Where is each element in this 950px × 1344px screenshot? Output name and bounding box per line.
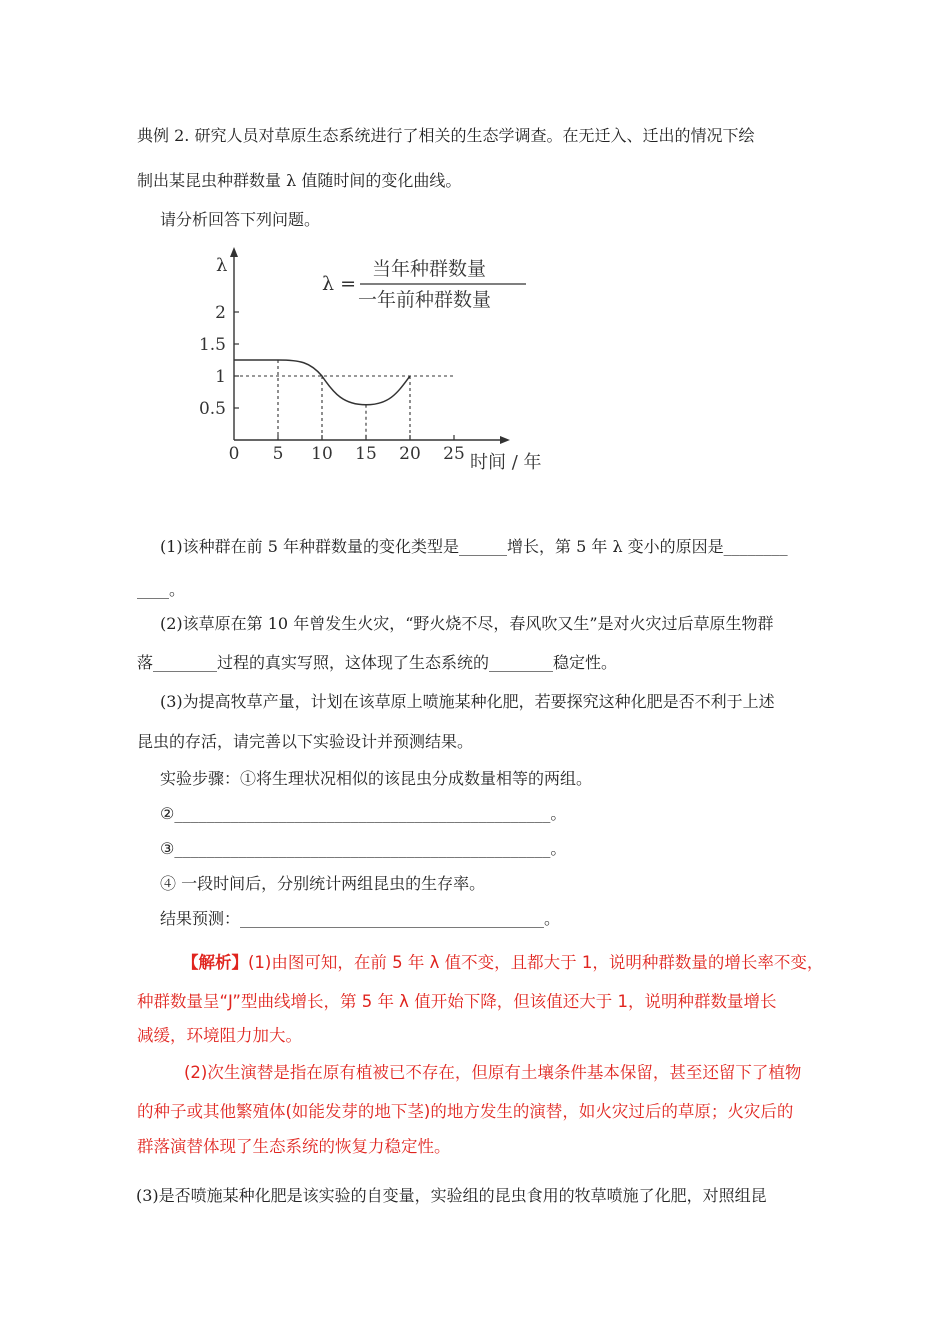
experiment-step-2: ②_______________________________________________。 <box>160 804 567 823</box>
analysis-line-2: 种群数量呈“J”型曲线增长，第 5 年 λ 值开始下降，但该值还大于 1，说明种群数量增长 <box>137 992 777 1011</box>
chart-series <box>234 360 454 440</box>
x-tick-label: 5 <box>272 444 284 464</box>
analysis-1-text: (1)由图可知，在前 5 年 λ 值不变，且都大于 1，说明种群数量的增长率不变， <box>248 953 824 972</box>
formula-numerator: 当年种群数量 <box>372 258 487 280</box>
question-1-line-1: (1)该种群在前 5 年种群数量的变化类型是______增长，第 5 年 λ 变小的原因是________ <box>160 537 788 556</box>
analysis-line-4: (2)次生演替是指在原有植被已不存在，但原有土壤条件基本保留，甚至还留下了植物 <box>184 1063 802 1082</box>
y-tick-label: 1.5 <box>198 335 226 355</box>
lambda-formula <box>322 258 526 311</box>
experiment-step-1: 实验步骤：①将生理状况相似的该昆虫分成数量相等的两组。 <box>160 769 593 788</box>
x-tick-label: 15 <box>355 444 377 464</box>
x-tick-label: 25 <box>443 444 465 464</box>
example-instruction: 请分析回答下列问题。 <box>160 210 321 229</box>
x-tick-label: 10 <box>311 444 333 464</box>
question-2-line-2: 落________过程的真实写照，这体现了生态系统的________稳定性。 <box>137 653 618 672</box>
y-axis-arrow <box>230 247 238 257</box>
question-3-line-1: (3)为提高牧草产量，计划在该草原上喷施某种化肥，若要探究这种化肥是否不利于上述 <box>160 692 775 711</box>
formula-lhs: λ = <box>322 273 357 295</box>
analysis-line-1 <box>182 949 862 973</box>
x-axis-arrow <box>500 436 510 444</box>
question-3-line-2: 昆虫的存活，请完善以下实验设计并预测结果。 <box>137 732 474 751</box>
x-tick-label: 0 <box>228 444 240 464</box>
analysis-line-5: 的种子或其他繁殖体(如能发芽的地下茎)的地方发生的演替，如火灾过后的草原；火灾后的 <box>137 1102 794 1121</box>
y-tick-label: 1 <box>215 367 226 387</box>
analysis-line-3: 减缓，环境阻力加大。 <box>137 1026 302 1045</box>
y-tick-label: 0.5 <box>198 399 226 419</box>
experiment-step-4: ④ 一段时间后，分别统计两组昆虫的生存率。 <box>160 874 486 893</box>
analysis-line-7: (3)是否喷施某种化肥是该实验的自变量，实验组的昆虫食用的牧草喷施了化肥，对照组昆 <box>136 1186 767 1205</box>
formula-denominator: 一年前种群数量 <box>358 289 492 311</box>
analysis-tag: 【解析】 <box>182 953 248 972</box>
example-heading: 典例 2. 研究人员对草原生态系统进行了相关的生态学调查。在无迁入、迁出的情况下绘 <box>137 126 755 145</box>
experiment-step-3: ③_______________________________________________。 <box>160 839 567 858</box>
lambda-chart <box>190 245 550 485</box>
y-tick-label: 2 <box>215 303 226 323</box>
question-2-line-1: (2)该草原在第 10 年曾发生火灾，“野火烧不尽，春风吹又生”是对火灾过后草原生物群 <box>160 614 774 633</box>
result-prediction: 结果预测：______________________________________。 <box>160 909 561 928</box>
x-axis-label: 时间 / 年 <box>470 452 542 473</box>
analysis-line-6: 群落演替体现了生态系统的恢复力稳定性。 <box>137 1137 451 1156</box>
question-1-line-2: ____。 <box>137 580 186 599</box>
x-tick-label: 20 <box>399 444 421 464</box>
example-text: 制出某昆虫种群数量 λ 值随时间的变化曲线。 <box>137 171 462 190</box>
y-axis-label: λ <box>216 255 228 276</box>
